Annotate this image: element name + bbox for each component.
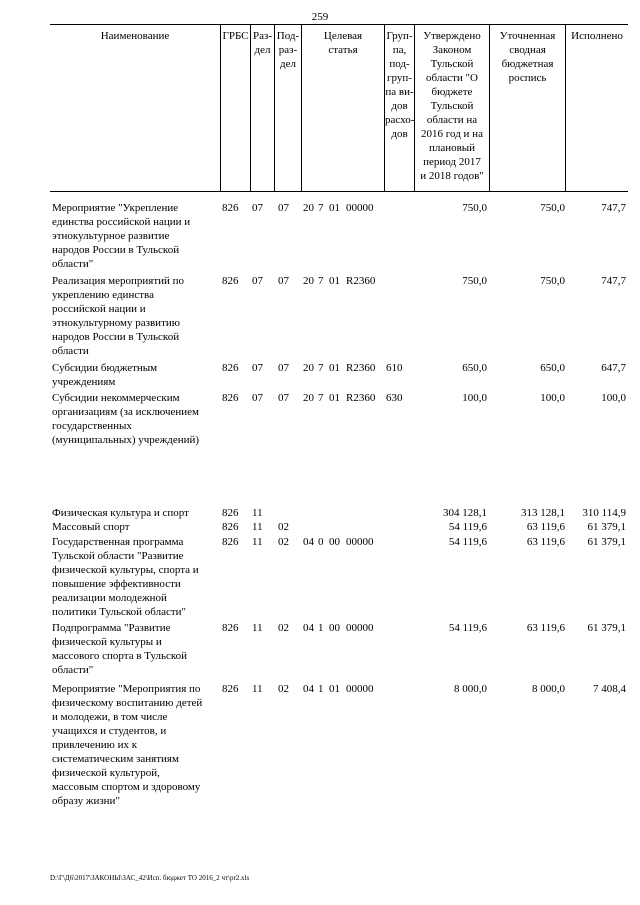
- row-cs-program: 04: [303, 683, 314, 695]
- row-podrazdel: 07: [278, 202, 289, 214]
- row-grbs: 826: [222, 275, 239, 287]
- row-group: 610: [386, 362, 403, 374]
- row-razdel: 07: [252, 275, 263, 287]
- row-cs-direction: 00000: [346, 202, 374, 214]
- row-approved: 750,0: [462, 275, 487, 287]
- header-approved: Утверждено Законом Тульской области "О бюджете Тульской области на 2016 год и на плановый период 2017 и 2018 годов": [414, 25, 489, 191]
- row-cs-event: 01: [329, 683, 340, 695]
- row-cs-direction: 00000: [346, 683, 374, 695]
- row-cs-program: 20: [303, 392, 314, 404]
- row-approved: 54 119,6: [448, 622, 487, 634]
- row-cs-subprogram: 1: [318, 622, 324, 634]
- page-number: 259: [311, 11, 329, 23]
- row-executed: 7 408,4: [593, 683, 626, 695]
- row-refined: 750,0: [540, 275, 565, 287]
- row-cs-direction: R2360: [346, 362, 376, 374]
- row-cs-subprogram: 1: [318, 683, 324, 695]
- row-cs-program: 04: [303, 536, 314, 548]
- row-razdel: 11: [252, 507, 263, 519]
- row-grbs: 826: [222, 521, 239, 533]
- row-refined: 650,0: [540, 362, 565, 374]
- row-refined: 63 119,6: [526, 521, 565, 533]
- row-name: Субсидии некоммерческим организациям (за исключением государственных (муниципальных) учреждений): [52, 392, 200, 446]
- row-cs-subprogram: 0: [318, 536, 324, 548]
- row-razdel: 11: [252, 622, 263, 634]
- row-name: Государственная программа Тульской области "Развитие физической культуры, спорта и повышение эффективности реализации молодежной политики Тульской области": [52, 536, 199, 618]
- row-cs-event: 01: [329, 202, 340, 214]
- row-cs-subprogram: 7: [318, 202, 324, 214]
- row-cs-program: 04: [303, 622, 314, 634]
- row-cs-event: 01: [329, 392, 340, 404]
- row-cs-subprogram: 7: [318, 275, 324, 287]
- row-name: Подпрограмма "Развитие физической культуры и массового спорта в Тульской области": [52, 622, 188, 676]
- row-name: Мероприятие "Мероприятия по физическому воспитанию детей и молодежи, в том числе учащихся и студентов, и привлечению их к систематическим занятиям физической культурой, массовым спортом и здоровому образу жизни": [52, 683, 203, 807]
- row-grbs: 826: [222, 362, 239, 374]
- row-executed: 100,0: [601, 392, 626, 404]
- row-podrazdel: 02: [278, 521, 289, 533]
- row-name: Массовый спорт: [52, 521, 130, 533]
- row-refined: 100,0: [540, 392, 565, 404]
- row-cs-direction: 00000: [346, 622, 374, 634]
- row-executed: 310 114,9: [582, 507, 626, 519]
- row-executed: 647,7: [601, 362, 626, 374]
- header-razdel: Раз- дел: [250, 25, 274, 191]
- header-name: Наименование: [100, 30, 170, 42]
- row-cs-subprogram: 7: [318, 392, 324, 404]
- row-approved: 54 119,6: [448, 521, 487, 533]
- header-refined: Уточненная сводная бюджетная роспись: [489, 25, 565, 191]
- row-name: Физическая культура и спорт: [52, 507, 189, 519]
- row-executed: 61 379,1: [587, 622, 626, 634]
- row-razdel: 11: [252, 683, 263, 695]
- row-grbs: 826: [222, 202, 239, 214]
- header-group: Груп- па, под- груп- па ви- дов расхо- дов: [384, 25, 414, 191]
- row-grbs: 826: [222, 683, 239, 695]
- row-name: Субсидии бюджетным учреждениям: [52, 362, 158, 388]
- row-refined: 750,0: [540, 202, 565, 214]
- row-group: 630: [386, 392, 403, 404]
- row-executed: 61 379,1: [587, 521, 626, 533]
- row-refined: 63 119,6: [526, 622, 565, 634]
- row-grbs: 826: [222, 622, 239, 634]
- row-approved: 54 119,6: [448, 536, 487, 548]
- row-name: Мероприятие "Укрепление единства российской нации и этнокультурное развитие народов России в Тульской области": [52, 202, 191, 270]
- row-cs-program: 20: [303, 362, 314, 374]
- row-razdel: 11: [252, 536, 263, 548]
- row-cs-direction: R2360: [346, 392, 376, 404]
- row-executed: 61 379,1: [587, 536, 626, 548]
- row-cs-subprogram: 7: [318, 362, 324, 374]
- row-cs-event: 00: [329, 622, 340, 634]
- header-executed: Исполнено: [565, 25, 628, 191]
- row-executed: 747,7: [601, 275, 626, 287]
- row-refined: 63 119,6: [526, 536, 565, 548]
- row-cs-program: 20: [303, 202, 314, 214]
- row-executed: 747,7: [601, 202, 626, 214]
- row-approved: 8 000,0: [454, 683, 487, 695]
- row-name: Реализация мероприятий по укреплению единства российской нации и этнокультурному развитию народов России в Тульской области: [52, 275, 185, 357]
- row-approved: 650,0: [462, 362, 487, 374]
- row-podrazdel: 07: [278, 392, 289, 404]
- row-refined: 313 128,1: [521, 507, 565, 519]
- row-razdel: 07: [252, 202, 263, 214]
- header-grbs: ГРБС: [220, 25, 250, 191]
- row-approved: 304 128,1: [443, 507, 487, 519]
- row-cs-direction: R2360: [346, 275, 376, 287]
- row-grbs: 826: [222, 536, 239, 548]
- row-cs-event: 00: [329, 536, 340, 548]
- header-podrazdel: Под- раз- дел: [274, 25, 301, 191]
- row-razdel: 07: [252, 362, 263, 374]
- row-grbs: 826: [222, 392, 239, 404]
- row-podrazdel: 02: [278, 683, 289, 695]
- row-cs-direction: 00000: [346, 536, 374, 548]
- file-path-footer: D:\Г\Д6\2017\ЗАКОНЫ\ЗАС_42\Исп. бюджет ТО 2016_2 чт\pr2.xls: [50, 874, 250, 882]
- row-cs-event: 01: [329, 275, 340, 287]
- row-approved: 750,0: [462, 202, 487, 214]
- table-header: [50, 24, 628, 192]
- row-cs-event: 01: [329, 362, 340, 374]
- row-grbs: 826: [222, 507, 239, 519]
- row-podrazdel: 07: [278, 275, 289, 287]
- row-podrazdel: 02: [278, 536, 289, 548]
- row-podrazdel: 07: [278, 362, 289, 374]
- header-target: Целевая статья: [301, 25, 384, 191]
- row-cs-program: 20: [303, 275, 314, 287]
- row-razdel: 07: [252, 392, 263, 404]
- row-refined: 8 000,0: [532, 683, 565, 695]
- row-razdel: 11: [252, 521, 263, 533]
- row-podrazdel: 02: [278, 622, 289, 634]
- row-approved: 100,0: [462, 392, 487, 404]
